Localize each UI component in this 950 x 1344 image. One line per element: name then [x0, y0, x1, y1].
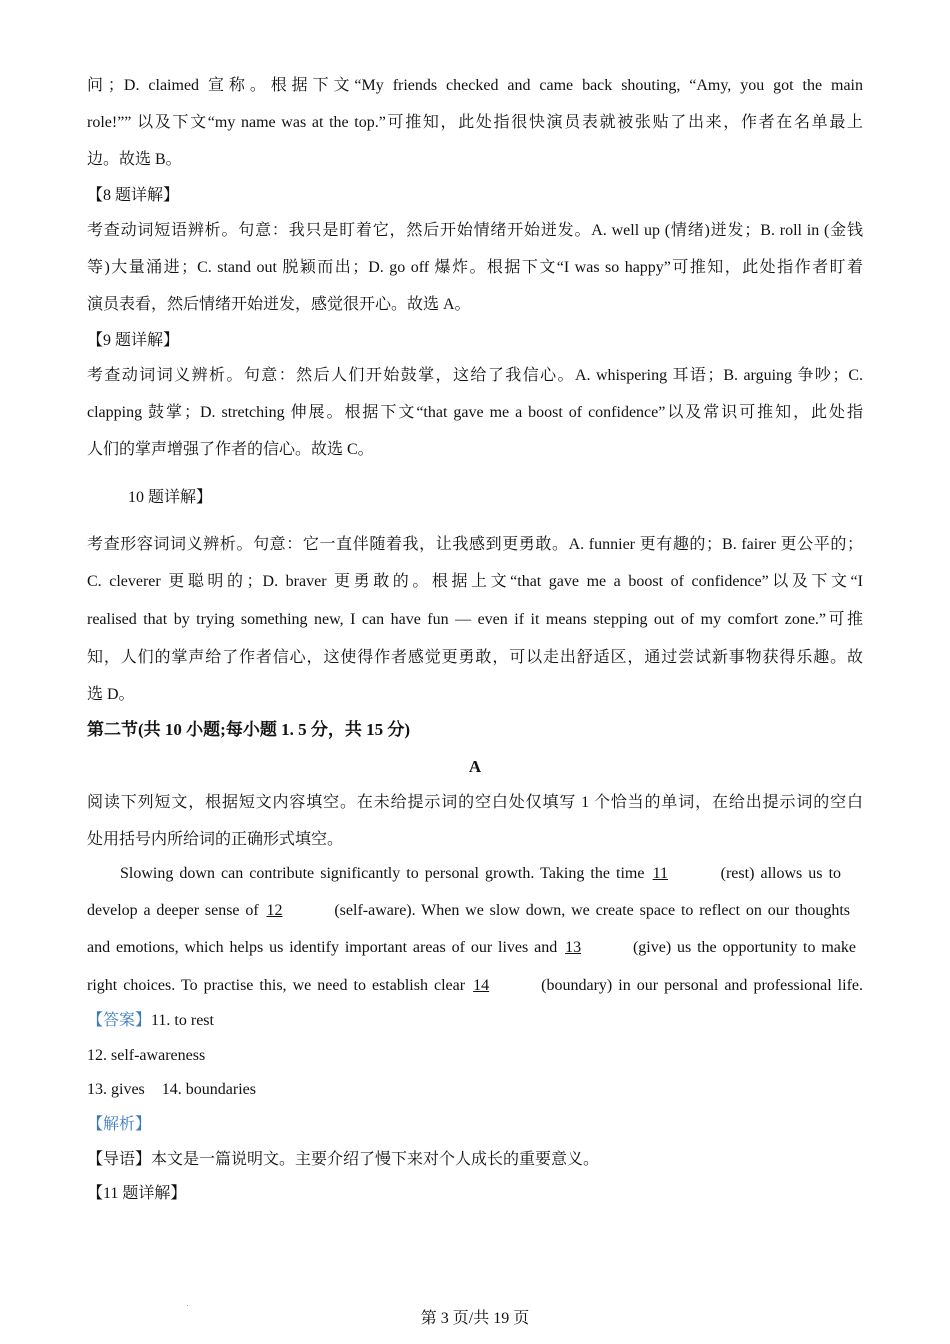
answer-line	[87, 1010, 863, 1032]
instruction-line: 处用括号内所给词的正确形式填空。	[87, 831, 344, 848]
blank-12: 12	[266, 902, 283, 919]
paragraph-line: 演员表看，然后情绪开始迸发，感觉很开心。故选 A。	[87, 296, 471, 313]
part-heading: A	[468, 757, 482, 776]
paragraph-line: 选 D。	[87, 686, 135, 703]
question-8-heading: 【8 题详解】	[87, 187, 180, 204]
passage-text: right choices. To practise this, we need to establish clear	[87, 977, 466, 994]
passage-line	[120, 863, 841, 885]
passage-text: develop a deeper sense of	[87, 902, 259, 919]
section-title: 第二节(共 10 小题;每小题 1. 5 分，共 15 分)	[87, 720, 410, 739]
blank-13: 13	[565, 939, 582, 956]
passage-line	[87, 975, 863, 997]
passage-text: (boundary) in our personal and professional life.	[541, 977, 864, 994]
paragraph-line: 考查动词短语辨析。句意：我只是盯着它，然后开始情绪开始迸发。A. well up (情绪)迸发；B. roll in (金钱	[87, 222, 863, 239]
passage-text: and emotions, which helps us identify important areas of our lives and	[87, 939, 558, 956]
passage-text: (give) us the opportunity to make	[632, 939, 857, 956]
page-footer: 第 3 页/共 19 页	[420, 1310, 530, 1327]
paragraph-line: 知，人们的掌声给了作者信心，这使得作者感觉更勇敢，可以走出舒适区，通过尝试新事物获得乐趣。故	[87, 649, 863, 666]
answer-line	[87, 1079, 863, 1101]
passage-line	[87, 900, 850, 922]
answer-14: 14. boundaries	[161, 1081, 256, 1098]
question-9-heading: 【9 题详解】	[87, 332, 180, 349]
passage-text: (rest) allows us to	[720, 865, 842, 882]
paragraph-line: 考查动词词义辨析。句意：然后人们开始鼓掌，这给了我信心。A. whispering 耳语；B. arguing 争吵；C.	[87, 367, 863, 384]
answer-12: 12. self-awareness	[87, 1047, 206, 1064]
answer-11: 11. to rest	[151, 1012, 214, 1029]
blank-14: 14	[473, 977, 490, 994]
answer-label: 【答案】	[87, 1012, 152, 1029]
paragraph-line: clapping 鼓掌；D. stretching 伸展。根据下文“that gave me a boost of confidence”以及常识可推知，此处指	[87, 404, 863, 421]
paragraph-line: 问；D. claimed 宣称。根据下文“My friends checked and came back shouting, “Amy, you got the main	[87, 77, 863, 94]
blank-11: 11	[652, 865, 668, 882]
passage-line	[87, 937, 856, 959]
analysis-intro: 【导语】本文是一篇说明文。主要介绍了慢下来对个人成长的重要意义。	[87, 1151, 600, 1168]
paragraph-line: 边。故选 B。	[87, 151, 182, 168]
paragraph-line: 考查形容词词义辨析。句意：它一直伴随着我，让我感到更勇敢。A. funnier 更有趣的；B. fairer 更公平的；	[87, 536, 863, 553]
paragraph-line: role!”” 以及下文“my name was at the top.”可推知，此处指很快演员表就被张贴了出来，作者在名单最上	[87, 114, 863, 131]
paragraph-line: C. cleverer 更聪明的；D. braver 更勇敢的。根据上文“that gave me a boost of confidence”以及下文“I	[87, 573, 863, 590]
question-11-heading: 【11 题详解】	[87, 1185, 187, 1202]
question-10-heading: 10 题详解】	[128, 489, 213, 506]
paragraph-line: 等)大量涌进；C. stand out 脱颖而出；D. go off 爆炸。根据下文“I was so happy”可推知，此处指作者盯着	[87, 259, 863, 276]
passage-text: Slowing down can contribute significantly to personal growth. Taking the time	[120, 865, 645, 882]
analysis-label: 【解析】	[87, 1116, 152, 1133]
answer-13: 13. gives	[87, 1081, 145, 1098]
paragraph-line: 人们的掌声增强了作者的信心。故选 C。	[87, 441, 374, 458]
instruction-line: 阅读下列短文，根据短文内容填空。在未给提示词的空白处仅填写 1 个恰当的单词，在给出提示词的空白	[87, 794, 863, 811]
passage-text: (self-aware). When we slow down, we create space to reflect on our thoughts	[334, 902, 851, 919]
paragraph-line: realised that by trying something new, I can have fun — even if it means stepping out of my comfort zone.”可推	[87, 611, 863, 628]
